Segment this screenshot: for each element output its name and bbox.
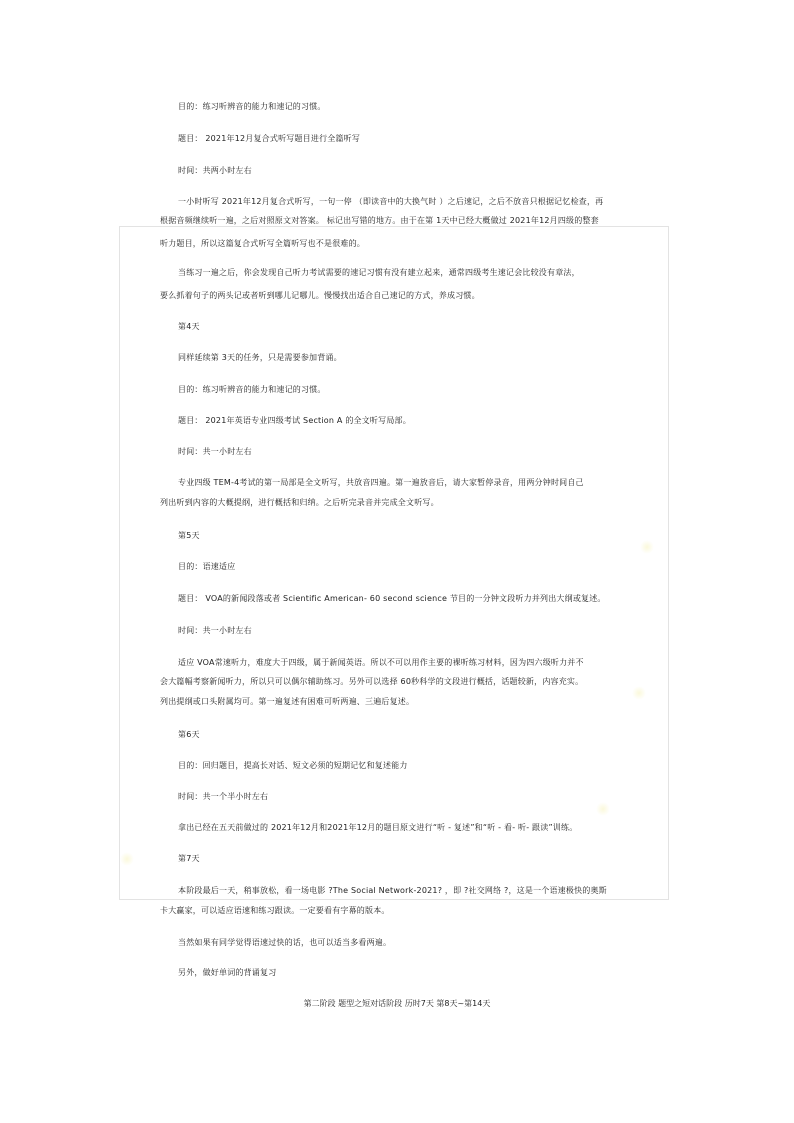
- paragraph-line: 目的：练习听辨音的能力和速记的习惯。: [178, 385, 326, 394]
- paragraph-line: 当然如果有同学觉得语速过快的话，也可以适当多看两遍。: [178, 938, 392, 947]
- paragraph-line: 一小时听写 2021年12月复合式听写，一句一停 （即读音中的大换气时 ）之后速记，之后不放音只根据记忆检查，再: [178, 197, 604, 206]
- paragraph-line: 目的：练习听辨音的能力和速记的习惯。: [178, 102, 326, 111]
- paragraph-line: 适应 VOA常速听力，难度大于四级，属于新闻英语。所以不可以用作主要的裸听练习材料，因为四六级听力并不: [178, 658, 584, 667]
- paragraph-line: 目的：回归题目，提高长对话、短文必须的短期记忆和复述能力: [178, 761, 408, 770]
- paragraph-line: 时间：共一个半小时左右: [178, 792, 269, 801]
- paragraph-line: 听力题目，所以这篇复合式听写全篇听写也不是很难的。: [160, 239, 365, 248]
- stage-footer-heading: 第二阶段 题型之短对话阶段 历时7天 第8天~第14天: [303, 999, 491, 1008]
- paragraph-line: 列出听到内容的大概提纲，进行概括和归纳。之后听完录音并完成全文听写。: [160, 498, 439, 507]
- paragraph-line: 时间：共一小时左右: [178, 447, 252, 456]
- paragraph-line: 时间：共一小时左右: [178, 626, 252, 635]
- paragraph-line: 列出提纲或口头附属均可。第一遍复述有困难可听两遍、三遍后复述。: [160, 697, 415, 706]
- background-speck: [120, 852, 134, 866]
- paragraph-line: 当练习一遍之后，你会发现自己听力考试需要的速记习惯有没有建立起来，通常四级考生速记会比较没有章法，: [178, 268, 580, 277]
- paragraph-line: 会大篇幅考察新闻听力，所以只可以偶尔辅助练习。另外可以选择 60秒科学的文段进行概括，话题较新，内容充实。: [160, 677, 584, 686]
- section-heading: 第4天: [178, 322, 200, 331]
- paragraph-line: 拿出已经在五天前做过的 2021年12月和2021年12月的题目原文进行“听 - 复述”和“听 - 看- 听- 跟读”训练。: [178, 823, 578, 832]
- paragraph-line: 目的：语速适应: [178, 562, 236, 571]
- paragraph-line: 本阶段最后一天，稍事放松，看一场电影 ?The Social Network-2021? ，即 ?社交网络 ?，这是一个语速极快的奥斯: [178, 886, 607, 895]
- paragraph-line: 同样延续第 3天的任务，只是需要参加背诵。: [178, 353, 342, 362]
- section-heading: 第5天: [178, 531, 200, 540]
- paragraph-line: 题目： 2021年12月复合式听写题目进行全篇听写: [178, 134, 361, 143]
- background-speck: [640, 540, 654, 554]
- paragraph-line: 要么抓着句子的两头记或者听到哪儿记哪儿。慢慢找出适合自己速记的方式，养成习惯。: [160, 291, 480, 300]
- background-speck: [596, 802, 610, 816]
- paragraph-line: 题目： 2021年英语专业四级考试 Section A 的全文听写局部。: [178, 416, 411, 425]
- paragraph-line: 专业四级 TEM-4考试的第一局部是全文听写，共放音四遍。第一遍放音后，请大家暂停录音，用两分钟时间自己: [178, 478, 584, 487]
- paragraph-line: 时间：共两小时左右: [178, 166, 252, 175]
- paragraph-line: 题目： VOA的新闻段落或者 Scientific American- 60 second science 节目的一分钟文段听力并列出大纲或复述。: [178, 594, 606, 603]
- paragraph-line: 根据音频继续听一遍，之后对照原文对答案。 标记出写错的地方。由于在第 1天中已经大概做过 2021年12月四级的整套: [160, 216, 599, 225]
- paragraph-line: 另外，做好单词的背诵复习: [178, 968, 277, 977]
- section-heading: 第7天: [178, 854, 200, 863]
- background-speck: [632, 686, 646, 700]
- section-heading: 第6天: [178, 730, 200, 739]
- paragraph-line: 卡大赢家，可以适应语速和练习跟读。一定要看有字幕的版本。: [160, 906, 390, 915]
